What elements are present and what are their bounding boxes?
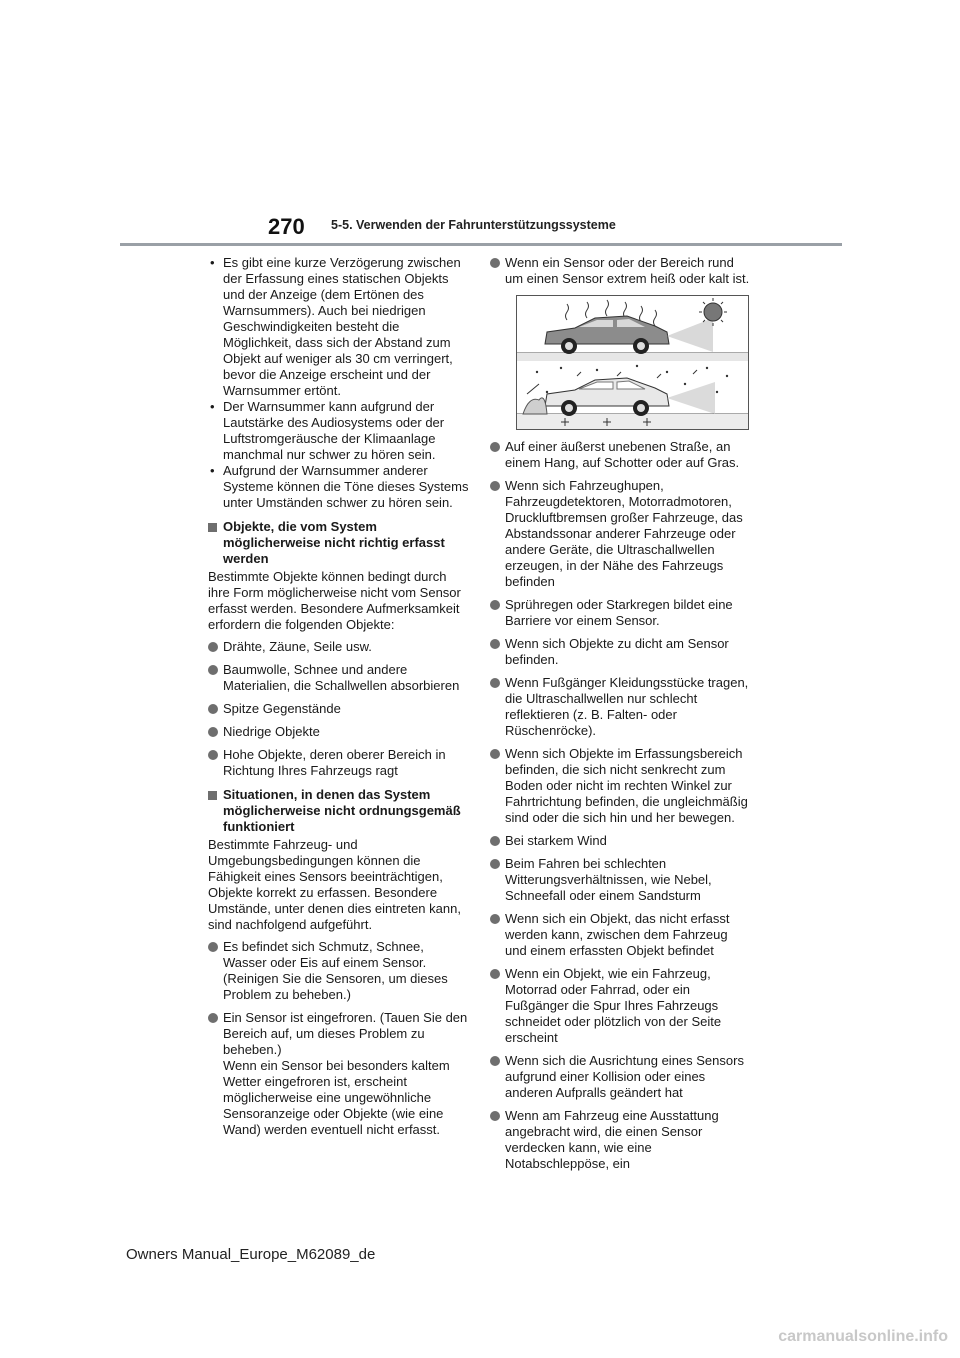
circle-bullet-icon xyxy=(490,1111,500,1121)
cold-car-scene xyxy=(517,365,748,429)
circle-bullet-icon xyxy=(490,481,500,491)
section-heading xyxy=(208,787,470,835)
circle-bullet-icon xyxy=(490,639,500,649)
right-column xyxy=(490,255,752,1179)
list-item: Wenn sich die Ausrichtung eines Sensors aufgrund einer Kollision oder eines anderen Aufpralls geändert hat xyxy=(490,1053,752,1101)
car-icon xyxy=(545,378,669,416)
circle-bullet-icon xyxy=(490,678,500,688)
note-item: • Der Warnsummer kann aufgrund der Lautstärke des Audiosystems oder der Luftstromgeräusche der Klimaanlage manchmal nur schwer zu hören sein. xyxy=(208,399,470,463)
note-item: • Es gibt eine kurze Verzögerung zwischen der Erfassung eines statischen Objekts und der Anzeige (dem Ertönen des Warnsummers). Auch bei niedrigen Geschwindigkeiten besteht die Möglichkeit, dass sich der Abstand zum Objekt auf weniger als 30 cm verringert, bevor die Anzeige erscheint und der Warnsummer ertönt. xyxy=(208,255,470,399)
section-title: 5-5. Verwenden der Fahrunterstützungssysteme xyxy=(331,218,616,232)
note-item: • Aufgrund der Warnsummer anderer Systeme können die Töne dieses Systems unter Umständen schwer zu hören sein. xyxy=(208,463,470,511)
circle-bullet-icon xyxy=(490,442,500,452)
circle-bullet-icon xyxy=(490,600,500,610)
list-item: Baumwolle, Schnee und andere Materialien, die Schallwellen absorbieren xyxy=(208,662,470,694)
list-item: Wenn Fußgänger Kleidungsstücke tragen, die Ultraschallwellen nur schlecht reflektieren (z. B. Falten- oder Rüschenröcke). xyxy=(490,675,752,739)
sensor-beam-icon xyxy=(667,318,713,352)
list-item: Wenn sich Fahrzeughupen, Fahrzeugdetektoren, Motorradmotoren, Druckluftbremsen großer Fahrzeuge, das Abstandssonar anderer Fahrzeuge oder andere Geräte, die Ultraschallwellen erzeugen, in der Nähe des Fahrzeugs befinden xyxy=(490,478,752,590)
circle-bullet-icon xyxy=(490,859,500,869)
list-item: Wenn sich Objekte im Erfassungsbereich befinden, die sich nicht senkrecht zum Boden oder nicht im rechten Winkel zur Fahrtrichtung befinden, die ungleichmäßig sind oder die sich hin und her bewegen. xyxy=(490,746,752,826)
watermark: carmanualsonline.info xyxy=(778,1328,948,1345)
list-item: Auf einer äußerst unebenen Straße, an einem Hang, auf Schotter oder auf Gras. xyxy=(490,439,752,471)
list-item: Sprühregen oder Starkregen bildet eine Barriere vor einem Sensor. xyxy=(490,597,752,629)
section-intro: Bestimmte Objekte können bedingt durch ihre Form möglicherweise nicht vom Sensor erfasst werden. Besondere Aufmerksamkeit erfordern die folgenden Objekte: xyxy=(208,569,461,632)
circle-bullet-icon xyxy=(490,258,500,268)
section-heading-text: Situationen, in denen das System möglicherweise nicht ordnungsgemäß funktioniert xyxy=(223,787,461,834)
circle-bullet-icon xyxy=(490,836,500,846)
list-item: Bei starkem Wind xyxy=(490,833,752,849)
left-column xyxy=(208,255,470,1145)
list-item: Wenn sich ein Objekt, das nicht erfasst werden kann, zwischen dem Fahrzeug und einem erfassten Objekt befindet xyxy=(490,911,752,959)
circle-bullet-icon xyxy=(208,1013,218,1023)
note-list xyxy=(208,255,470,511)
footer-text: Owners Manual_Europe_M62089_de xyxy=(126,1246,376,1263)
circle-bullet-icon xyxy=(208,750,218,760)
list-item: Es befindet sich Schmutz, Schnee, Wasser oder Eis auf einem Sensor. (Reinigen Sie die Sensoren, um dieses Problem zu beheben.) xyxy=(208,939,470,1003)
list-item: Wenn ein Objekt, wie ein Fahrzeug, Motorrad oder Fahrrad, oder ein Fußgänger die Spur Ihres Fahrzeugs schneidet oder plötzlich von der Seite erscheint xyxy=(490,966,752,1046)
circle-bullet-icon xyxy=(208,727,218,737)
circle-bullet-icon xyxy=(208,704,218,714)
illustration-hot-cold-sensor xyxy=(516,295,749,430)
list-item: Wenn ein Sensor oder der Bereich rund um einen Sensor extrem heiß oder kalt ist. xyxy=(490,255,752,287)
car-icon xyxy=(545,316,669,354)
list-item: Beim Fahren bei schlechten Witterungsverhältnissen, wie Nebel, Schneefall oder einem Sandsturm xyxy=(490,856,752,904)
list-item: Spitze Gegenstände xyxy=(208,701,470,717)
list-item: Hohe Objekte, deren oberer Bereich in Richtung Ihres Fahrzeugs ragt xyxy=(208,747,470,779)
section-heading xyxy=(208,519,470,567)
list-item: Drähte, Zäune, Seile usw. xyxy=(208,639,470,655)
header-divider xyxy=(120,243,842,246)
circle-bullet-icon xyxy=(490,1056,500,1066)
square-bullet-icon xyxy=(208,523,217,532)
list-item: Niedrige Objekte xyxy=(208,724,470,740)
circle-bullet-icon xyxy=(208,642,218,652)
list-item: Ein Sensor ist eingefroren. (Tauen Sie den Bereich auf, um dieses Problem zu beheben.) Wenn ein Sensor bei besonders kaltem Wetter eingefroren ist, erscheint möglicherweise eine ungewöhnliche Sensoranzeige oder Objekte (wie eine Wand) werden eventuell nicht erfasst. xyxy=(208,1010,470,1138)
square-bullet-icon xyxy=(208,791,217,800)
sensor-beam-icon xyxy=(667,382,715,414)
snow-pile-icon xyxy=(523,398,547,414)
list-item: Wenn sich Objekte zu dicht am Sensor befinden. xyxy=(490,636,752,668)
page-number: 270 xyxy=(268,214,305,239)
circle-bullet-icon xyxy=(490,969,500,979)
circle-bullet-icon xyxy=(208,665,218,675)
list-item: Wenn am Fahrzeug eine Ausstattung angebracht wird, die einen Sensor verdecken kann, wie eine Notabschleppöse, ein xyxy=(490,1108,752,1172)
circle-bullet-icon xyxy=(208,942,218,952)
hot-car-scene xyxy=(517,298,748,361)
circle-bullet-icon xyxy=(490,749,500,759)
circle-bullet-icon xyxy=(490,914,500,924)
section-heading-text: Objekte, die vom System möglicherweise nicht richtig erfasst werden xyxy=(223,519,445,566)
section-intro: Bestimmte Fahrzeug- und Umgebungsbedingungen können die Fähigkeit eines Sensors beeinträchtigen, Objekte korrekt zu erfassen. Besondere Umstände, unter denen dies eintreten kann, sind nachfolgend aufgeführt. xyxy=(208,837,461,932)
